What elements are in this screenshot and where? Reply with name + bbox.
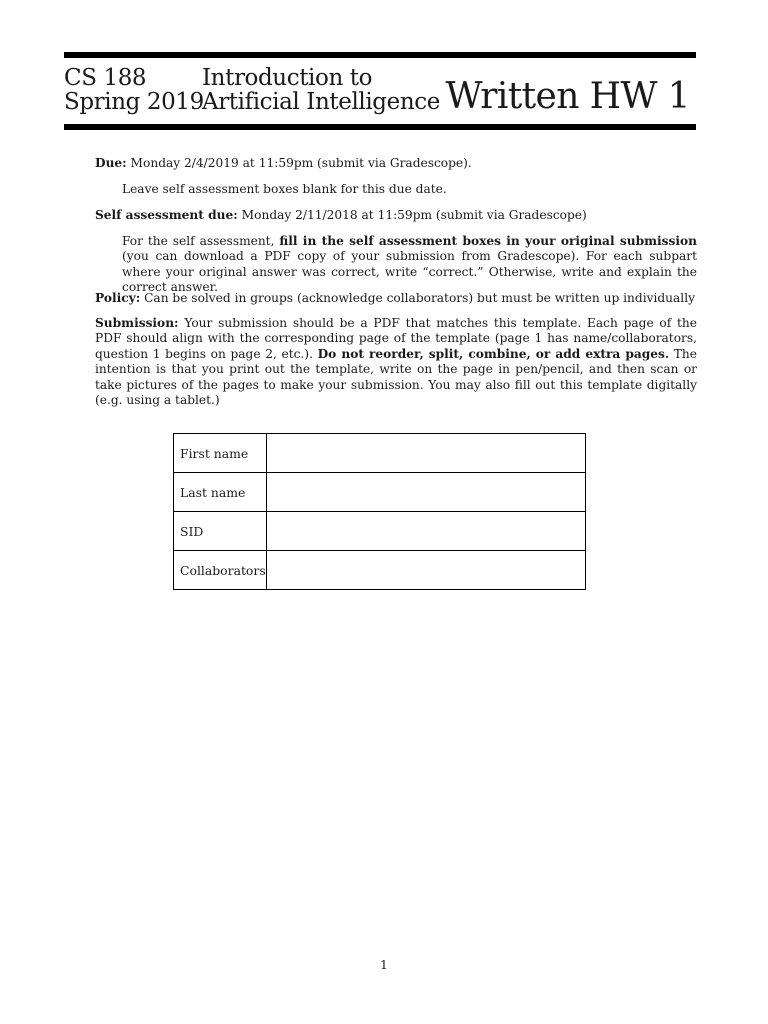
last-name-field[interactable] (266, 473, 585, 512)
table-row (174, 434, 586, 473)
collaborators-field[interactable] (266, 551, 585, 590)
header-bottom-rule (64, 124, 696, 130)
policy-paragraph (95, 291, 697, 306)
header-top-rule (64, 52, 696, 58)
submission-text-1: Your submission should be a PDF that matches this template. Each page of the PDF should align with the corresponding page of the template (page 1 has name/collaborators, question 1 begins on page 2, etc.). (95, 316, 697, 361)
policy-label: Policy: (95, 291, 141, 305)
self-assessment-label: Self assessment due: (95, 208, 238, 222)
table-row (174, 512, 586, 551)
submission-text-2: The intention is that you print out the template, write on the page in pen/pencil, and then scan or take pictures of the pages to make your submission. You may also fill out this template digitally (e.g. using a tablet.) (95, 346, 697, 408)
course-title-line1: Introduction to (202, 65, 373, 91)
page-number: 1 (380, 958, 388, 972)
self-assessment-paragraph (95, 208, 697, 223)
table-row (174, 473, 586, 512)
self-note-post: (you can download a PDF copy of your submission from Gradescope). For each subpart where your original answer was correct, write “correct.” Otherwise, write and explain the correct answer. (122, 249, 697, 295)
self-assessment-text: Monday 2/11/2018 at 11:59pm (submit via Gradescope) (237, 208, 587, 222)
table-row (174, 551, 586, 590)
due-text: Monday 2/4/2019 at 11:59pm (submit via Gradescope). (126, 156, 472, 170)
last-name-label: Last name (174, 473, 267, 512)
first-name-label: First name (174, 434, 267, 473)
policy-text: Can be solved in groups (acknowledge collaborators) but must be written up individually (140, 291, 695, 305)
course-info (64, 66, 204, 114)
submission-bold: Do not reorder, split, combine, or add extra pages. (317, 346, 670, 361)
student-info-table (173, 433, 586, 590)
sid-label: SID (174, 512, 267, 551)
document-title: Written HW 1 (445, 76, 690, 117)
submission-label: Submission: (95, 316, 179, 330)
self-assessment-note (122, 234, 697, 296)
course-title (202, 66, 440, 114)
due-label: Due: (95, 156, 127, 170)
course-code: CS 188 (64, 65, 147, 91)
course-title-line2: Artificial Intelligence (202, 89, 440, 115)
due-paragraph (95, 156, 697, 171)
submission-paragraph (95, 316, 697, 408)
self-note-bold: fill in the self assessment boxes in your original submission (279, 234, 697, 248)
first-name-field[interactable] (266, 434, 585, 473)
course-term: Spring 2019 (64, 89, 204, 115)
due-note: Leave self assessment boxes blank for this due date. (122, 182, 447, 196)
collaborators-label: Collaborators (174, 551, 267, 590)
self-note-pre: For the self assessment, (122, 234, 280, 248)
sid-field[interactable] (266, 512, 585, 551)
